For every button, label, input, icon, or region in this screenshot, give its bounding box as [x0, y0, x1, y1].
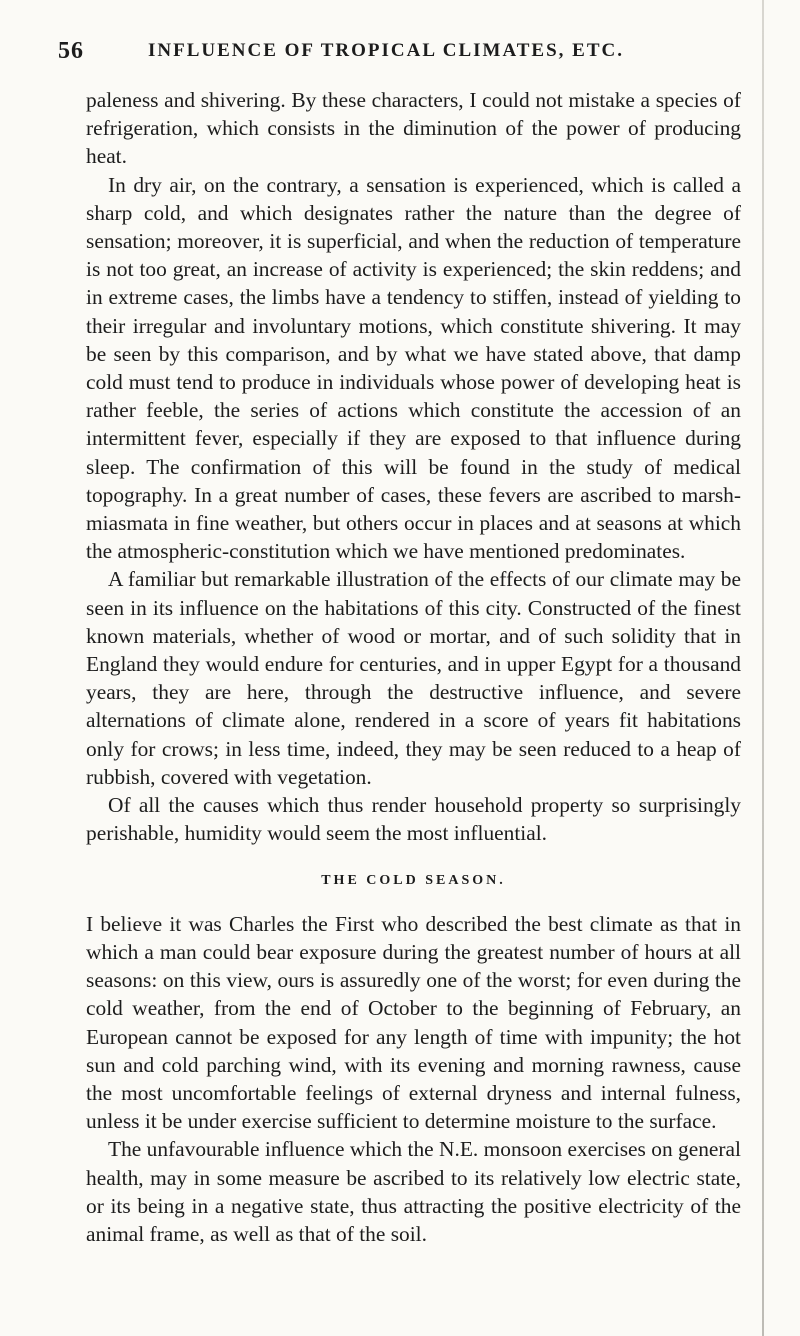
paragraph: A familiar but remarkable illustration of the effects of our climate may be seen in its influence on the habitations of this city. Constructed of the finest known materials, whether of wood or mortar, and of such solidity that in England they would endure for centuries, and in upper Egypt for a thousand years, they are here, through the destructive influence, and severe alternations of climate alone, rendered in a score of years fit habitations only for crows; in less time, indeed, they may be seen reduced to a heap of rubbish, covered with vegetation. — [86, 567, 741, 789]
running-title: INFLUENCE OF TROPICAL CLIMATES, ETC. — [148, 40, 624, 61]
section-heading: THE COLD SEASON. — [321, 873, 506, 889]
page-number: 56 — [58, 38, 84, 64]
paragraph: Of all the causes which thus render household property so surprisingly perishable, humidity would seem the most influential. — [86, 793, 741, 846]
paragraph: The unfavourable influence which the N.E. monsoon exercises on general health, may in some measure be ascribed to its relatively low electric state, or its being in a negative state, thus attracting the positive electricity of the animal frame, as well as that of the soil. — [86, 1137, 741, 1246]
page-edge-shadow — [762, 0, 764, 1336]
body-text — [86, 86, 741, 1248]
paragraph: In dry air, on the contrary, a sensation is experienced, which is called a sharp cold, and which designates rather the nature than the degree of sensation; moreover, it is superficial, and when the reduction of temperature is not too great, an increase of activity is experienced; the skin reddens; and in extreme cases, the limbs have a tendency to stiffen, instead of yielding to their irregular and involuntary motions, which constitute shivering. It may be seen by this comparison, and by what we have stated above, that damp cold must tend to produce in individuals whose power of developing heat is rather feeble, the series of actions which constitute the accession of an intermittent fever, especially if they are exposed to that influence during sleep. The confirmation of this will be found in the study of medical topography. In a great number of cases, these fevers are ascribed to marsh-miasmata in fine weather, but others occur in places and at seasons at which the atmospheric-constitution which we have mentioned predominates. — [86, 172, 741, 564]
paragraph: I believe it was Charles the First who described the best climate as that in which a man could bear exposure during the greatest number of hours at all seasons: on this view, ours is assuredly one of the worst; for even during the cold weather, from the end of October to the beginning of February, an European cannot be exposed for any length of time with impunity; the hot sun and cold parching wind, with its evening and morning rawness, cause the most uncomfortable feelings of external dryness and internal fulness, unless it be under exercise sufficient to determine moisture to the surface. — [86, 911, 741, 1134]
paragraph: paleness and shivering. By these characters, I could not mistake a species of refrigeration, which consists in the diminution of the power of producing heat. — [86, 88, 741, 169]
